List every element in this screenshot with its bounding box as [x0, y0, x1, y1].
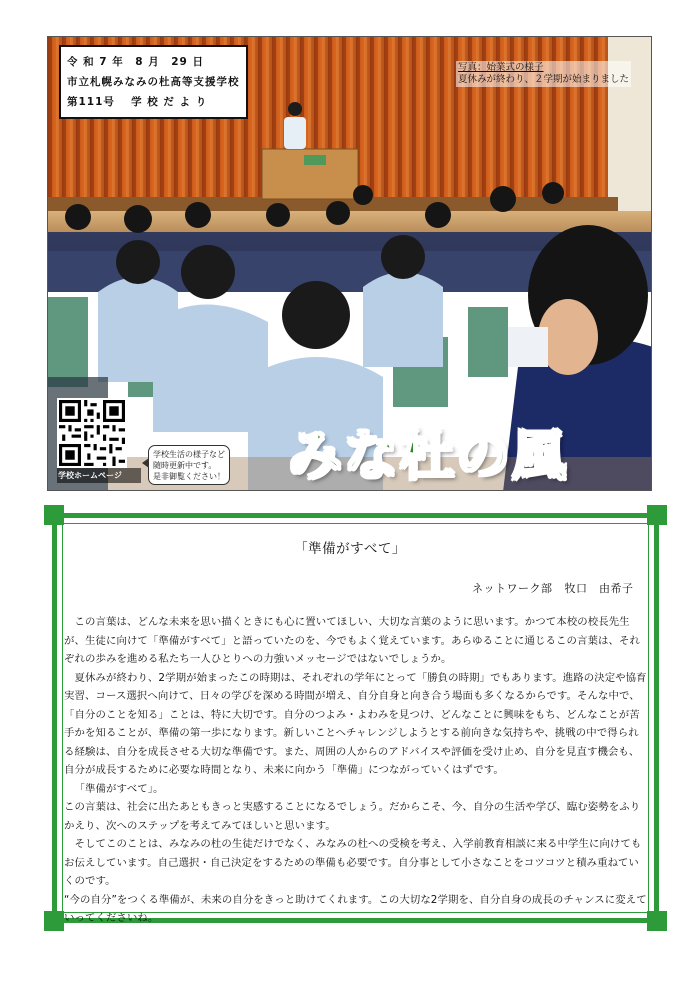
photo-caption: [456, 61, 631, 87]
qr-code-icon[interactable]: [57, 398, 127, 468]
caption-text: 夏休みが終わり、２学期が始まりました: [458, 74, 630, 85]
author-name: 牧口 由希子: [564, 582, 634, 595]
newsletter-masthead: みな杜の風: [288, 423, 568, 487]
article-paragraph: この言葉は、どんな未来を思い描くときにも心に置いてほしい、大切な言葉のように思います。かつて本校の校長先生が、生徒に向けて「準備がすべて」と語っていたのを、今でもよく覚えています。あらゆることに通じるこの言葉は、それぞれの歩みを進める私たち一人ひとりへの力強いメッセージではないでしょうか。: [64, 616, 640, 665]
frame-corner: [44, 505, 64, 525]
article-body: [64, 613, 649, 928]
caption-title: 写真：始業式の様子: [458, 62, 544, 73]
author-department: ネットワーク部: [472, 582, 553, 595]
frame-corner: [647, 505, 667, 525]
header-info-box: [59, 45, 248, 119]
issue-number: 第111号 学 校 だ よ り: [67, 96, 208, 108]
school-name: 市立札幌みなみの杜高等支援学校: [67, 76, 240, 88]
bubble-line: 随時更新中です。: [153, 461, 217, 470]
article-title: 「準備がすべて」: [294, 541, 406, 557]
bubble-line: 学校生活の様子など: [153, 450, 225, 459]
qr-label: 学校ホームページ: [57, 468, 141, 483]
header-photo: [47, 36, 652, 491]
frame-corner: [44, 911, 64, 931]
frame-corner: [647, 911, 667, 931]
article-author: [472, 580, 634, 596]
speech-bubble: [148, 445, 230, 485]
qr-block[interactable]: [57, 398, 132, 484]
article-paragraph: この言葉は、社会に出たあともきっと実感することになるでしょう。だからこそ、今、自分の生活や学び、臨む姿勢をふりかえり、次へのステップを考えてみてほしいと思います。: [64, 801, 641, 832]
article-paragraph: そしてこのことは、みなみの杜の生徒だけでなく、みなみの杜への受検を考え、入学前教育相談に来る中学生に向けてもお伝えしています。自己選択・自己決定をするための準備も必要です。自分事として小さなことをコツコツと積み重ねていくのです。: [64, 838, 642, 887]
article-paragraph: 「準備がすべて」。: [74, 782, 164, 795]
article-paragraph: 夏休みが終わり、2学期が始まったこの時期は、それぞれの学年にとって「勝負の時期」でもあります。進路の決定や協育実習、コース選択へ向けて、日々の学びを深める時間が増え、自分自身と向き合う場面も多くなるからです。そんな中で、「自分のことを知る」ことは、特に大切です。自分のつよみ・よわみを見つけ、どんなことに興味をもち、どんなことが苦手かを知ることが、準備の第一歩になります。新しいことへチャレンジしようとする前向きな気持ちや、挑戦の中で得られる経験は、自分を成長させる大切な準備です。また、周囲の人からのアドバイスや評価を受け止め、自分を見直す機会も、自分が成長するために必要な時間となり、未来に向かう「準備」につながっていくはずです。: [64, 671, 647, 776]
article-paragraph: “今の自分”をつくる準備が、未来の自分をきっと助けてくれます。この大切な2学期を、自分自身の成長のチャンスに変えていってくださいね。: [64, 893, 647, 924]
bubble-line: 是非御覧ください！: [153, 472, 225, 481]
issue-date: 令 和 7 年 8 月 29 日: [67, 56, 205, 68]
